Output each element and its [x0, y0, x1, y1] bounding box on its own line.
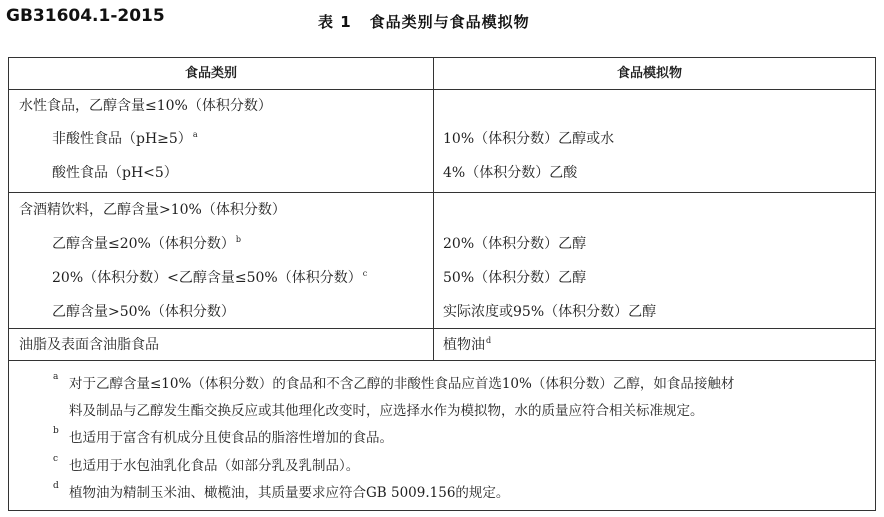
simulant-cell: 实际浓度或95%（体积分数）乙醇 [443, 304, 657, 320]
simulant-text: 植物油 [443, 337, 485, 353]
footnote-line: 植物油为精制玉米油、橄榄油，其质量要求应符合GB 5009.156的规定。 [69, 485, 510, 501]
category-text: 非酸性食品（pH≥5） [52, 131, 192, 147]
group-divider [9, 328, 875, 329]
footnote-mark: b [235, 235, 241, 244]
footnote-mark: b [53, 426, 59, 436]
footnote-mark: d [486, 336, 492, 345]
group-divider [9, 192, 875, 193]
standard-code: GB31604.1-2015 [6, 6, 165, 26]
simulant-cell: 20%（体积分数）乙醇 [443, 236, 587, 252]
category-cell [52, 235, 241, 253]
table-number: 表 1 [318, 13, 352, 31]
header-food-category: 食品类别 [185, 66, 238, 81]
category-text: 乙醇含量≤20%（体积分数） [52, 236, 235, 252]
footnote-line: 对于乙醇含量≤10%（体积分数）的食品和不含乙醇的非酸性食品应首选10%（体积分数）乙醇，如食品接触材 [69, 376, 735, 392]
table-title: 食品类别与食品模拟物 [369, 13, 530, 31]
footnote-mark: a [53, 372, 59, 382]
simulant-cell: 10%（体积分数）乙醇或水 [443, 131, 615, 147]
footnote-mark: d [53, 481, 59, 491]
footnote-mark: c [362, 269, 368, 278]
simulant-cell [443, 336, 491, 354]
table-caption [318, 11, 530, 32]
simulant-cell: 50%（体积分数）乙醇 [443, 270, 587, 286]
category-cell: 油脂及表面含油脂食品 [19, 337, 159, 353]
header-food-simulant: 食品模拟物 [617, 66, 683, 81]
group-title: 水性食品，乙醇含量≤10%（体积分数） [19, 98, 272, 114]
column-divider [433, 58, 434, 360]
category-cell: 酸性食品（pH<5） [52, 165, 178, 181]
footnote-mark: c [53, 454, 59, 464]
simulant-cell: 4%（体积分数）乙酸 [443, 165, 578, 181]
notes-divider [9, 360, 875, 361]
category-cell [52, 130, 198, 148]
footnote-mark: a [192, 130, 198, 139]
footnote-line: 也适用于富含有机成分且使食品的脂溶性增加的食品。 [69, 430, 393, 446]
category-cell: 乙醇含量>50%（体积分数） [52, 304, 235, 320]
footnote-line: 料及制品与乙醇发生酯交换反应或其他理化改变时，应选择水作为模拟物，水的质量应符合相关标准规定。 [69, 403, 704, 419]
food-simulant-table [8, 57, 876, 511]
group-title: 含酒精饮料，乙醇含量>10%（体积分数） [19, 202, 286, 218]
category-text: 20%（体积分数）<乙醇含量≤50%（体积分数） [52, 270, 362, 286]
footnote-line: 也适用于水包油乳化食品（如部分乳及乳制品）。 [69, 458, 360, 474]
header-divider [9, 89, 875, 90]
category-cell [52, 269, 367, 287]
